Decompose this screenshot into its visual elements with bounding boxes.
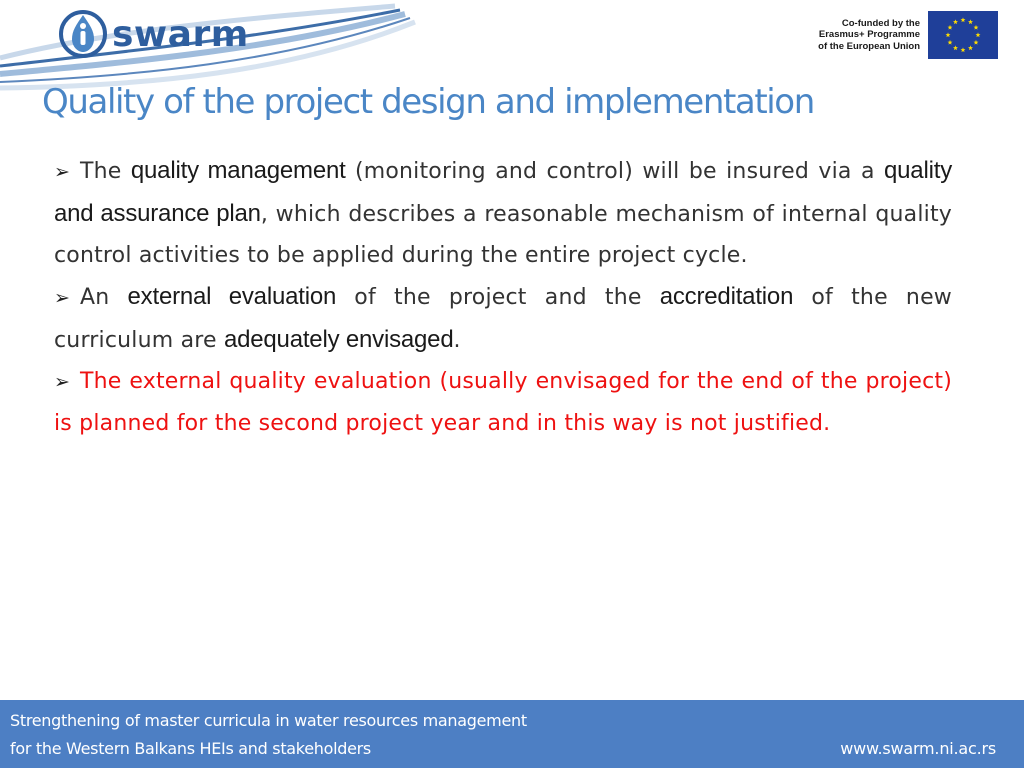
bullet-item: [54, 361, 952, 444]
footer-website-link[interactable]: www.swarm.ni.ac.rs: [840, 739, 996, 758]
eu-flag-icon: [928, 11, 998, 59]
bullet-text: An: [80, 285, 128, 310]
footer-project-line-1: Strengthening of master curricula in water resources management: [10, 711, 527, 730]
page-title: Quality of the project design and implementation: [42, 82, 814, 122]
highlighted-term: adequately envisaged: [223, 326, 454, 353]
footer-project-line-2: for the Western Balkans HEIs and stakeholders: [10, 739, 371, 758]
bullet-arrow-icon: ➢: [54, 371, 71, 393]
highlighted-term: quality and assurance plan: [54, 157, 952, 227]
bullet-text: (monitoring and control) will be insured via a: [345, 159, 885, 184]
bullet-text: of the project and the: [336, 285, 660, 310]
bullet-list: [54, 150, 952, 444]
highlighted-term: accreditation: [659, 283, 794, 310]
eu-line-1: Co-funded by the: [841, 17, 920, 29]
bullet-text: of the new curriculum are: [54, 285, 953, 353]
bullet-text: , which describes a reasonable mechanism of internal quality control activities to be applied during the entire project cycle.: [54, 202, 952, 268]
bullet-arrow-icon: ➢: [54, 287, 71, 309]
bullet-text: The external quality evaluation (usually envisaged for the end of the project) is planned for the second project year and in this way is not justified.: [54, 369, 952, 436]
eu-cofunding-block: [818, 11, 998, 59]
eu-cofunding-text: [818, 18, 920, 53]
bullet-arrow-icon: ➢: [54, 161, 71, 183]
footer: [0, 700, 1024, 768]
bullet-item: [54, 150, 952, 276]
highlighted-term: external evaluation: [127, 283, 337, 310]
eu-line-2: Erasmus+ Programme: [818, 29, 920, 41]
bullet-text: The: [80, 159, 131, 184]
bullet-text: .: [453, 328, 461, 353]
eu-line-3: of the European Union: [818, 40, 920, 52]
highlighted-term: quality management: [130, 157, 346, 184]
swarm-logo-text: swarm: [112, 13, 249, 55]
bullet-item: [54, 276, 952, 361]
swarm-logo[interactable]: [58, 8, 249, 60]
swarm-logo-icon: [58, 9, 108, 59]
